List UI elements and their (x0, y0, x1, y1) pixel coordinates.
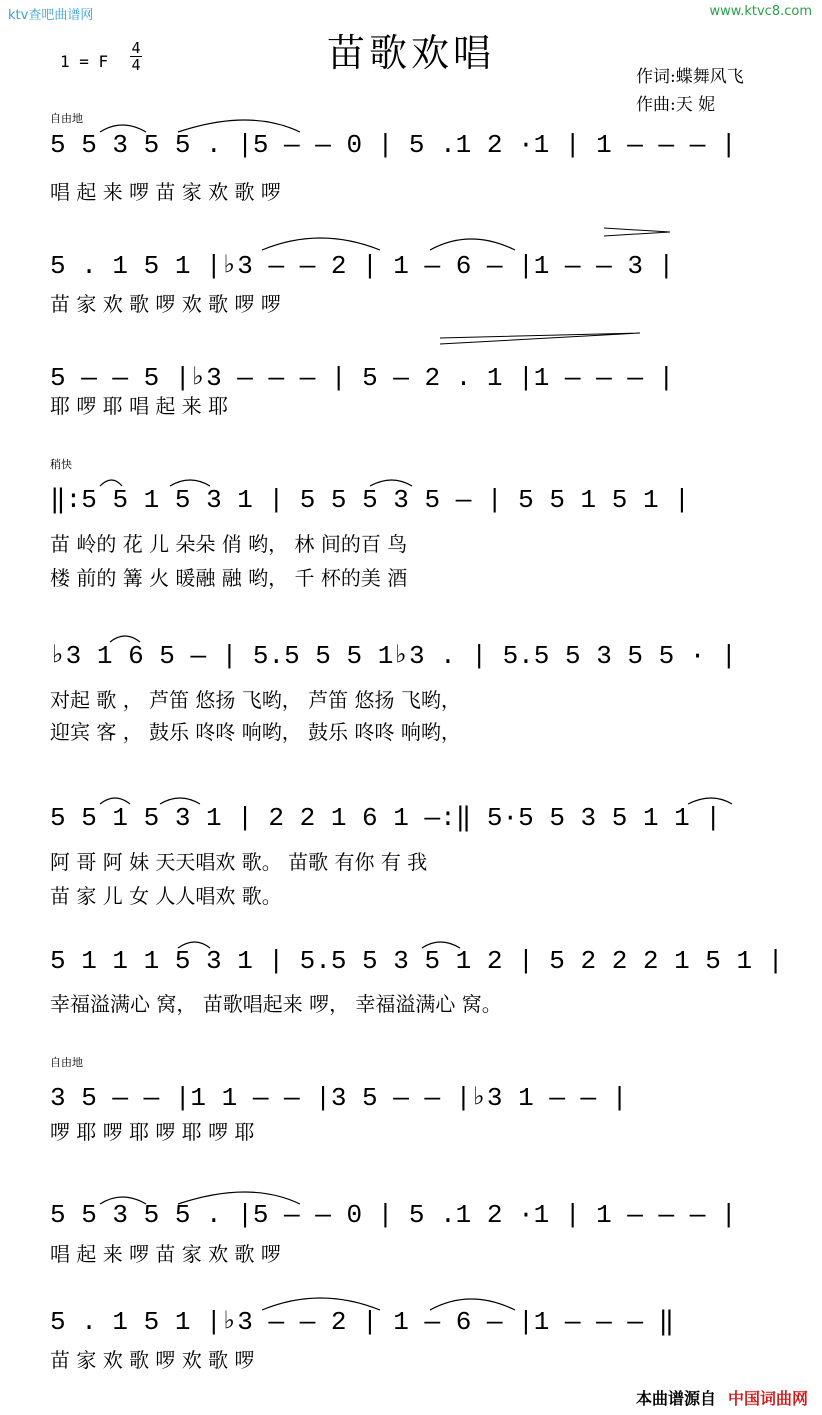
meter-bottom: 4 (131, 56, 141, 74)
slur-mark (262, 1298, 380, 1310)
slur-mark (110, 636, 140, 642)
tempo-mark-free-1: 自由地 (50, 112, 83, 125)
slur-mark (100, 1197, 146, 1204)
lyric-line-3: 耶 啰 耶 唱 起 来 耶 (50, 394, 229, 418)
notation-line-8: 3 5 — — |1 1 — — |3 5 — — |♭3 1 — — | (50, 1083, 628, 1113)
slur-mark (178, 942, 210, 948)
decrescendo-mark (604, 228, 670, 236)
slur-mark (100, 125, 146, 132)
slur-mark (430, 239, 515, 250)
lyricist-credit: 作词:蝶舞风飞 (636, 67, 744, 87)
lyric-line-6a: 阿 哥 阿 妹 天天唱欢 歌。 苗歌 有你 有 我 (50, 850, 428, 874)
lyric-line-1: 唱 起 来 啰 苗 家 欢 歌 啰 (50, 180, 281, 204)
slur-mark (100, 798, 130, 804)
watermark-left: ktv查吧曲谱网 (8, 8, 94, 23)
footer-source (636, 1386, 808, 1409)
tempo-mark-faster: 稍快 (50, 458, 72, 471)
slur-mark (160, 798, 200, 804)
footer-site-name[interactable]: 中国词曲网 (727, 1389, 808, 1408)
slur-mark (178, 1192, 300, 1204)
decrescendo-mark (440, 333, 640, 344)
notation-line-4: ‖:5 5 1 5 3 1 | 5 5 5 3 5 — | 5 5 1 5 1 | (50, 485, 690, 515)
notation-line-1: 5 5 3 5 5 . |5 — — 0 | 5 .1 2 ·1 | 1 — — — | (50, 130, 737, 160)
watermark-right: www.ktvc8.com (709, 4, 812, 19)
notation-line-5: ♭3 1 6 5 — | 5.5 5 5 1♭3 . | 5.5 5 3 5 5 · | (50, 641, 737, 671)
lyric-line-6b: 苗 家 儿 女 人人唱欢 歌。 (50, 884, 282, 908)
meter-top: 4 (131, 39, 141, 57)
notation-line-3: 5 — — 5 |♭3 — — — | 5 — 2 . 1 |1 — — — | (50, 363, 675, 393)
key-signature: 1 = F (60, 52, 109, 71)
tempo-mark-free-2: 自由地 (50, 1056, 83, 1069)
lyric-line-4b: 楼 前的 篝 火 暖融 融 哟， 千 杯的美 酒 (50, 566, 408, 590)
slur-mark (422, 942, 460, 948)
lyric-line-8: 啰 耶 啰 耶 啰 耶 啰 耶 (50, 1120, 255, 1144)
footer-source-label: 本曲谱源自 (635, 1389, 716, 1408)
lyric-line-2: 苗 家 欢 歌 啰 欢 歌 啰 啰 (50, 292, 281, 316)
notation-line-6: 5 5 1 5 3 1 | 2 2 1 6 1 —:‖ 5·5 5 3 5 1 1 | (50, 803, 721, 833)
lyric-line-5a: 对起 歌 ， 芦笛 悠扬 飞哟， 芦笛 悠扬 飞哟， (50, 688, 461, 712)
lyric-line-4a: 苗 岭的 花 儿 朵朵 俏 哟， 林 间的百 鸟 (50, 532, 408, 556)
notation-line-7: 5 1 1 1 5 3 1 | 5.5 5 3 5 1 2 | 5 2 2 2 1 5 1 | (50, 946, 784, 976)
song-title: 苗歌欢唱 (326, 31, 495, 75)
lyric-line-5b: 迎宾 客 ， 鼓乐 咚咚 响哟， 鼓乐 咚咚 响哟， (50, 720, 461, 744)
slur-mark (170, 480, 210, 486)
composer-credit: 作曲:天 妮 (636, 95, 716, 115)
lyric-line-7: 幸福溢满心 窝， 苗歌唱起来 啰， 幸福溢满心 窝。 (50, 992, 502, 1016)
slur-mark (688, 798, 732, 804)
slur-mark (178, 120, 300, 132)
slur-mark (100, 480, 122, 486)
slur-mark (430, 1299, 515, 1310)
slur-mark (370, 480, 412, 486)
slur-mark (262, 238, 380, 250)
lyric-line-10: 苗 家 欢 歌 啰 欢 歌 啰 (50, 1348, 255, 1372)
notation-line-10: 5 . 1 5 1 |♭3 — — 2 | 1 — 6 — |1 — — — ‖ (50, 1307, 675, 1337)
lyric-line-9: 唱 起 来 啰 苗 家 欢 歌 啰 (50, 1242, 281, 1266)
notation-line-2: 5 . 1 5 1 |♭3 — — 2 | 1 — 6 — |1 — — 3 | (50, 251, 675, 281)
notation-line-9: 5 5 3 5 5 . |5 — — 0 | 5 .1 2 ·1 | 1 — — — | (50, 1200, 737, 1230)
